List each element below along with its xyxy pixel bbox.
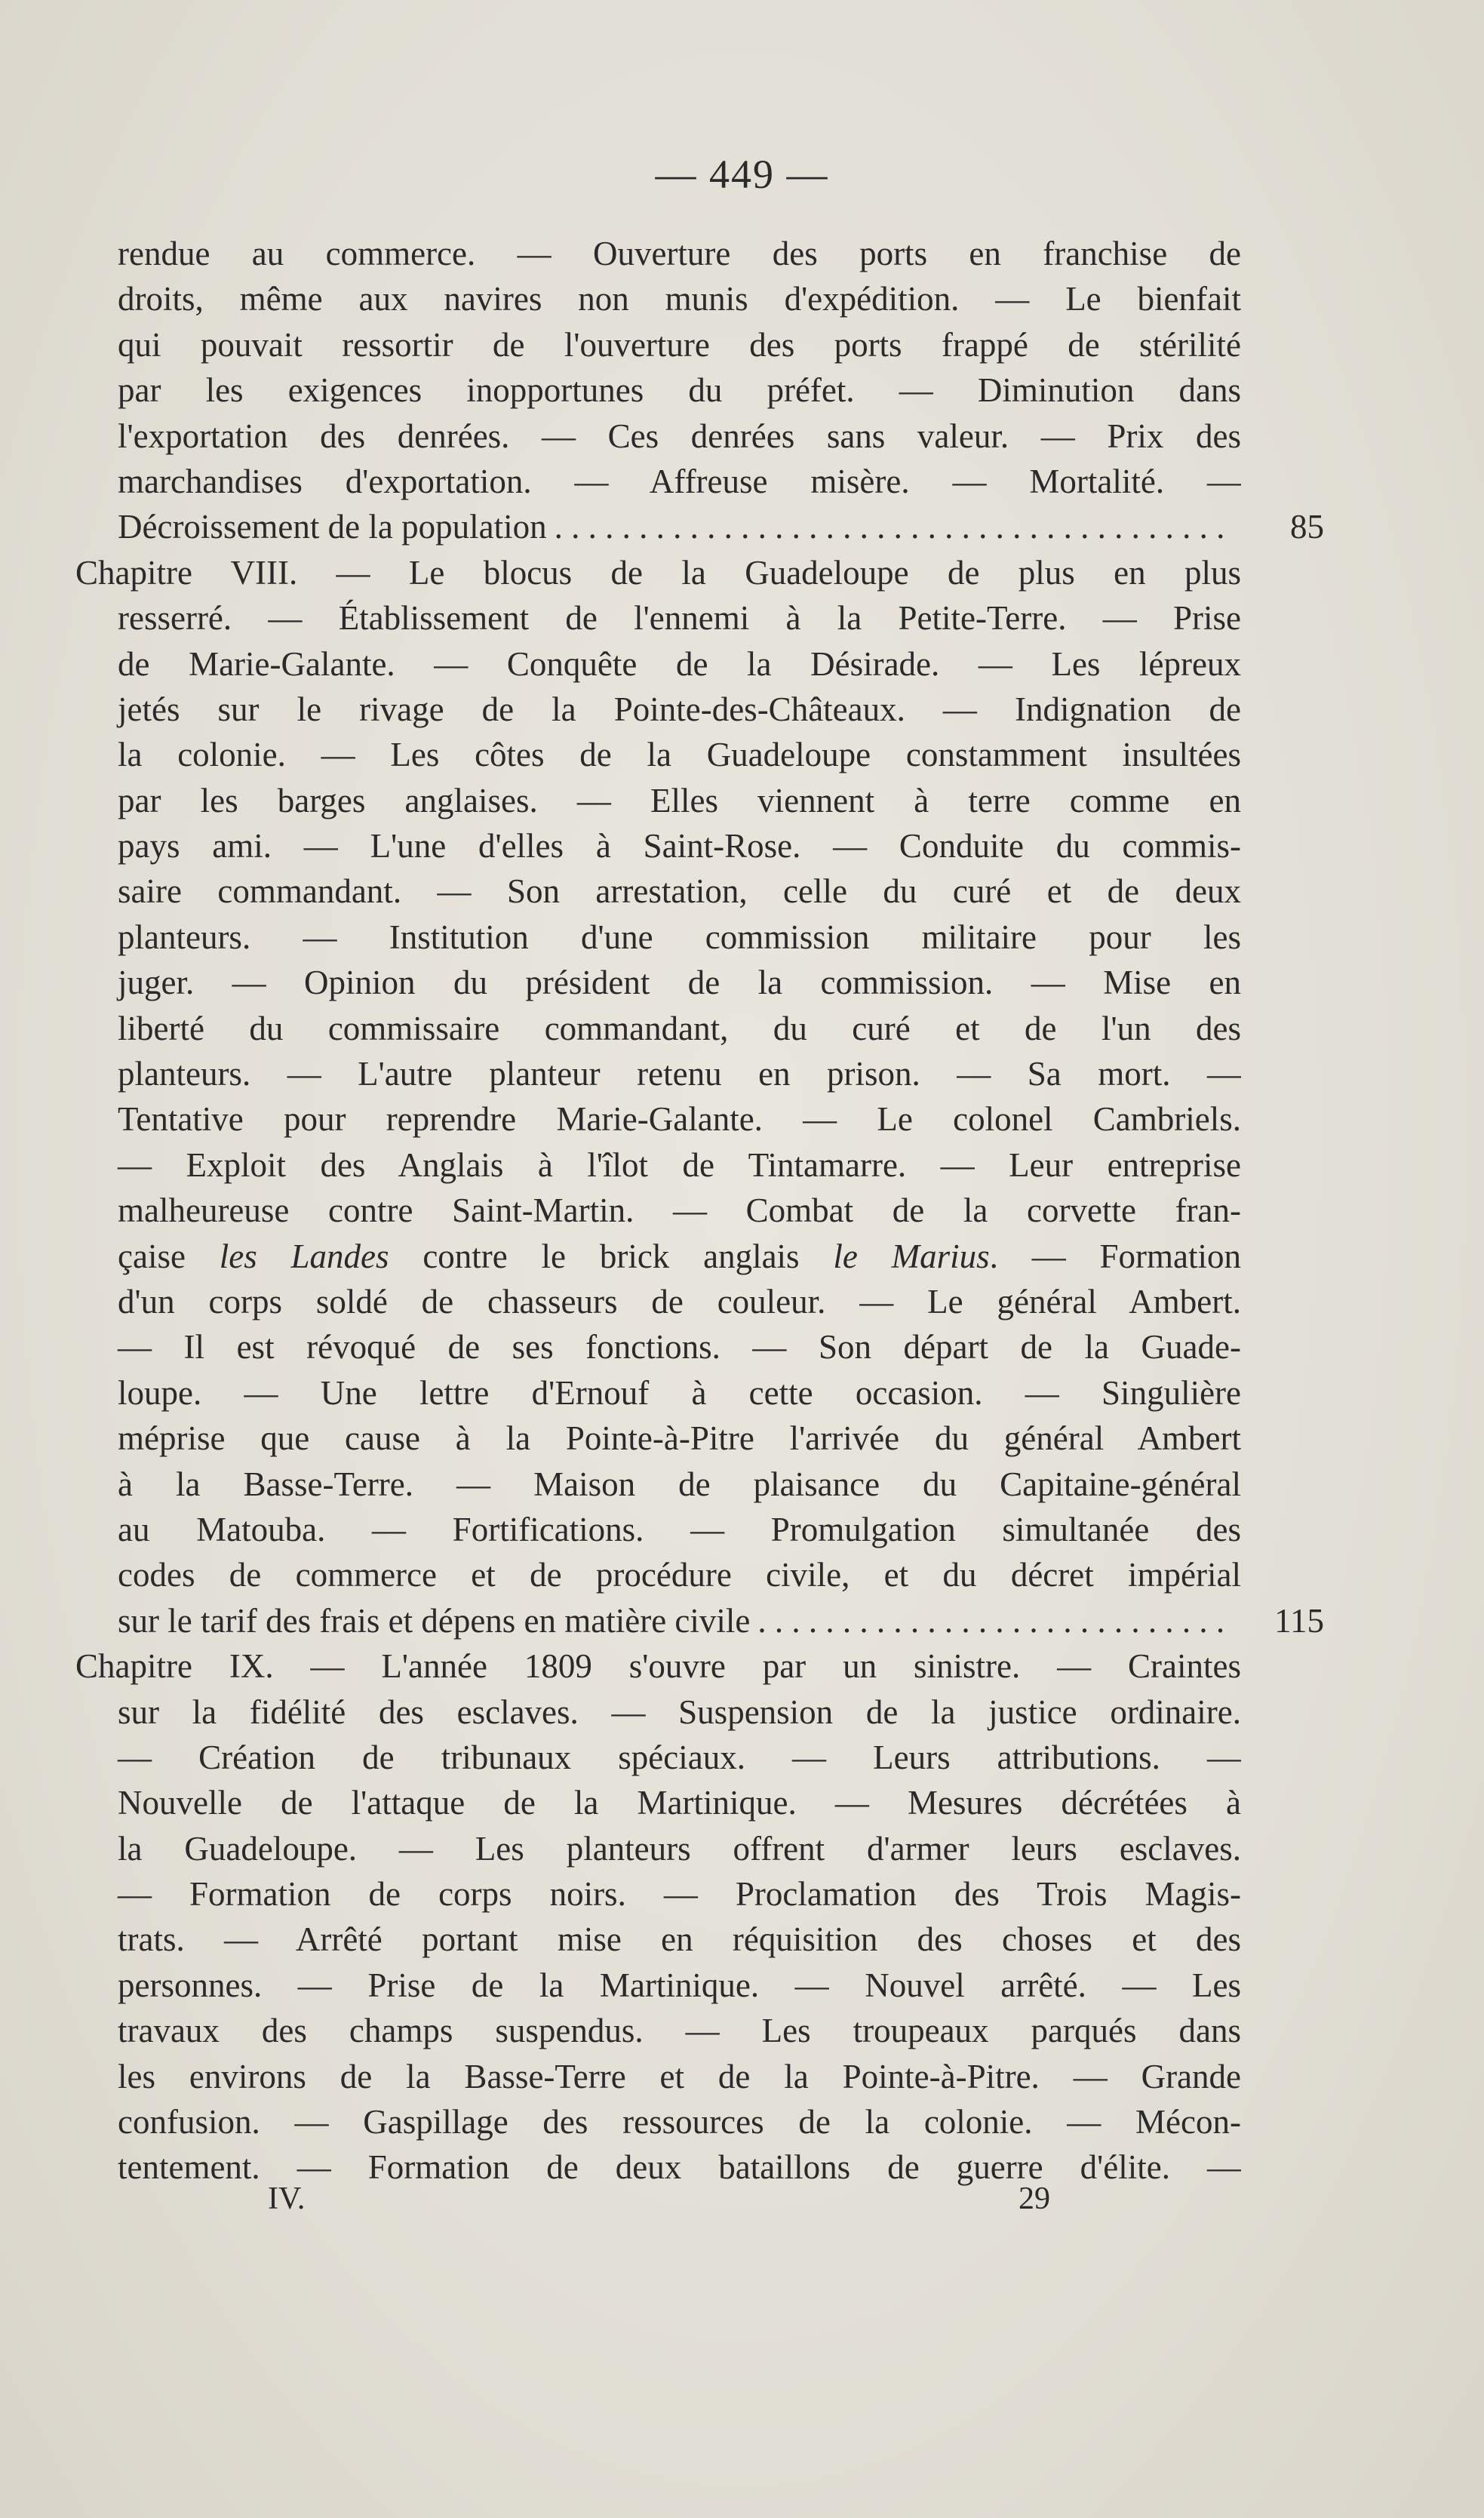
toc-line: par les exigences inopportunes du préfet. — Diminution dans <box>118 371 1241 410</box>
toc-line: liberté du commissaire commandant, du curé et de l'un des <box>118 1009 1241 1047</box>
toc-line: de Marie-Galante. — Conquête de la Désirade. — Les lépreux <box>118 644 1241 683</box>
chapter-heading-line: Chapitre VIII. — Le blocus de la Guadeloupe de plus en plus <box>75 553 1241 592</box>
text-run: contre le brick anglais <box>389 1237 834 1275</box>
toc-line: travaux des champs suspendus. — Les troupeaux parqués dans <box>118 2012 1241 2050</box>
toc-line: jetés sur le rivage de la Pointe-des-Châteaux. — Indignation de <box>118 690 1241 728</box>
toc-line: Tentative pour reprendre Marie-Galante. — Le colonel Cambriels. <box>118 1100 1241 1139</box>
toc-line: l'exportation des denrées. — Ces denrées sans valeur. — Prix des <box>118 417 1241 455</box>
toc-line: qui pouvait ressortir de l'ouverture des ports frappé de stérilité <box>118 325 1241 364</box>
toc-line: saire commandant. — Son arrestation, celle du curé et de deux <box>118 872 1241 911</box>
toc-entry-text: sur le tarif des frais et dépens en matière civile <box>118 1601 751 1640</box>
italic-title: le Marius <box>833 1237 990 1275</box>
toc-line: pays ami. — L'une d'elles à Saint-Rose. — Conduite du commis- <box>118 827 1241 865</box>
table-of-contents-text <box>75 231 1324 2191</box>
toc-line: la colonie. — Les côtes de la Guadeloupe constamment insultées <box>118 736 1241 774</box>
toc-line: trats. — Arrêté portant mise en réquisition des choses et des <box>118 1920 1241 1959</box>
toc-line: la Guadeloupe. — Les planteurs offrent d'armer leurs esclaves. <box>118 1829 1241 1868</box>
toc-line: resserré. — Établissement de l'ennemi à la Petite-Terre. — Prise <box>118 599 1241 638</box>
toc-line: — Création de tribunaux spéciaux. — Leurs attributions. — <box>118 1738 1241 1776</box>
page-number: — 449 — <box>655 152 829 197</box>
toc-line: sur la fidélité des esclaves. — Suspension de la justice ordinaire. <box>118 1693 1241 1731</box>
dot-leader <box>757 1598 1234 1643</box>
toc-line: — Formation de corps noirs. — Proclamation des Trois Magis- <box>118 1875 1241 1914</box>
toc-line: juger. — Opinion du président de la commission. — Mise en <box>118 964 1241 1002</box>
toc-entry-line-with-reference <box>75 1598 1324 1643</box>
toc-line: planteurs. — Institution d'une commission militaire pour les <box>118 918 1241 956</box>
toc-line: tentement. — Formation de deux bataillons de guerre d'élite. — <box>118 2148 1241 2187</box>
toc-entry-line-with-reference <box>75 504 1324 549</box>
page-reference: 115 <box>1274 1601 1324 1640</box>
toc-line: rendue au commerce. — Ouverture des ports en franchise de <box>118 235 1241 272</box>
toc-line: au Matouba. — Fortifications. — Promulgation simultanée des <box>118 1510 1241 1548</box>
toc-line: Nouvelle de l'attaque de la Martinique. — Mesures décrétées à <box>118 1784 1241 1822</box>
toc-line: — Exploit des Anglais à l'îlot de Tintamarre. — Leur entreprise <box>118 1145 1241 1184</box>
toc-line: — Il est révoqué de ses fonctions. — Son départ de la Guade- <box>118 1328 1241 1367</box>
page-reference: 85 <box>1290 508 1324 546</box>
dot-leader <box>555 504 1234 549</box>
toc-line: codes de commerce et de procédure civile, et du décret impérial <box>118 1556 1241 1594</box>
toc-line: méprise que cause à la Pointe-à-Pitre l'arrivée du général Ambert <box>118 1419 1241 1458</box>
text-run: . — Formation <box>989 1237 1241 1275</box>
italic-title: les Landes <box>219 1237 389 1275</box>
toc-line: loupe. — Une lettre d'Ernouf à cette occasion. — Singulière <box>118 1373 1241 1412</box>
toc-line: par les barges anglaises. — Elles viennent à terre comme en <box>118 781 1241 819</box>
toc-line: droits, même aux navires non munis d'expédition. — Le bienfait <box>118 280 1241 318</box>
chapter-heading-line: Chapitre IX. — L'année 1809 s'ouvre par un sinistre. — Craintes <box>75 1647 1241 1686</box>
toc-line: planteurs. — L'autre planteur retenu en prison. — Sa mort. — <box>118 1055 1241 1093</box>
toc-line: d'un corps soldé de chasseurs de couleur. — Le général Ambert. <box>118 1282 1241 1320</box>
toc-line: personnes. — Prise de la Martinique. — Nouvel arrêté. — Les <box>118 1966 1241 2004</box>
toc-entry-text: Décroissement de la population <box>118 508 547 546</box>
text-run: çaise <box>118 1237 220 1275</box>
toc-line: confusion. — Gaspillage des ressources de la colonie. — Mécon- <box>118 2103 1241 2141</box>
toc-line <box>75 1234 1241 1279</box>
toc-line: les environs de la Basse-Terre et de la Pointe-à-Pitre. — Grande <box>118 2057 1241 2095</box>
toc-line: malheureuse contre Saint-Martin. — Combat de la corvette fran- <box>118 1191 1241 1230</box>
toc-line: marchandises d'exportation. — Affreuse misère. — Mortalité. — <box>118 462 1241 500</box>
toc-line: à la Basse-Terre. — Maison de plaisance du Capitaine-général <box>118 1465 1241 1503</box>
gathering-signature: 29 <box>1019 2181 1050 2216</box>
volume-signature: IV. <box>268 2181 306 2216</box>
